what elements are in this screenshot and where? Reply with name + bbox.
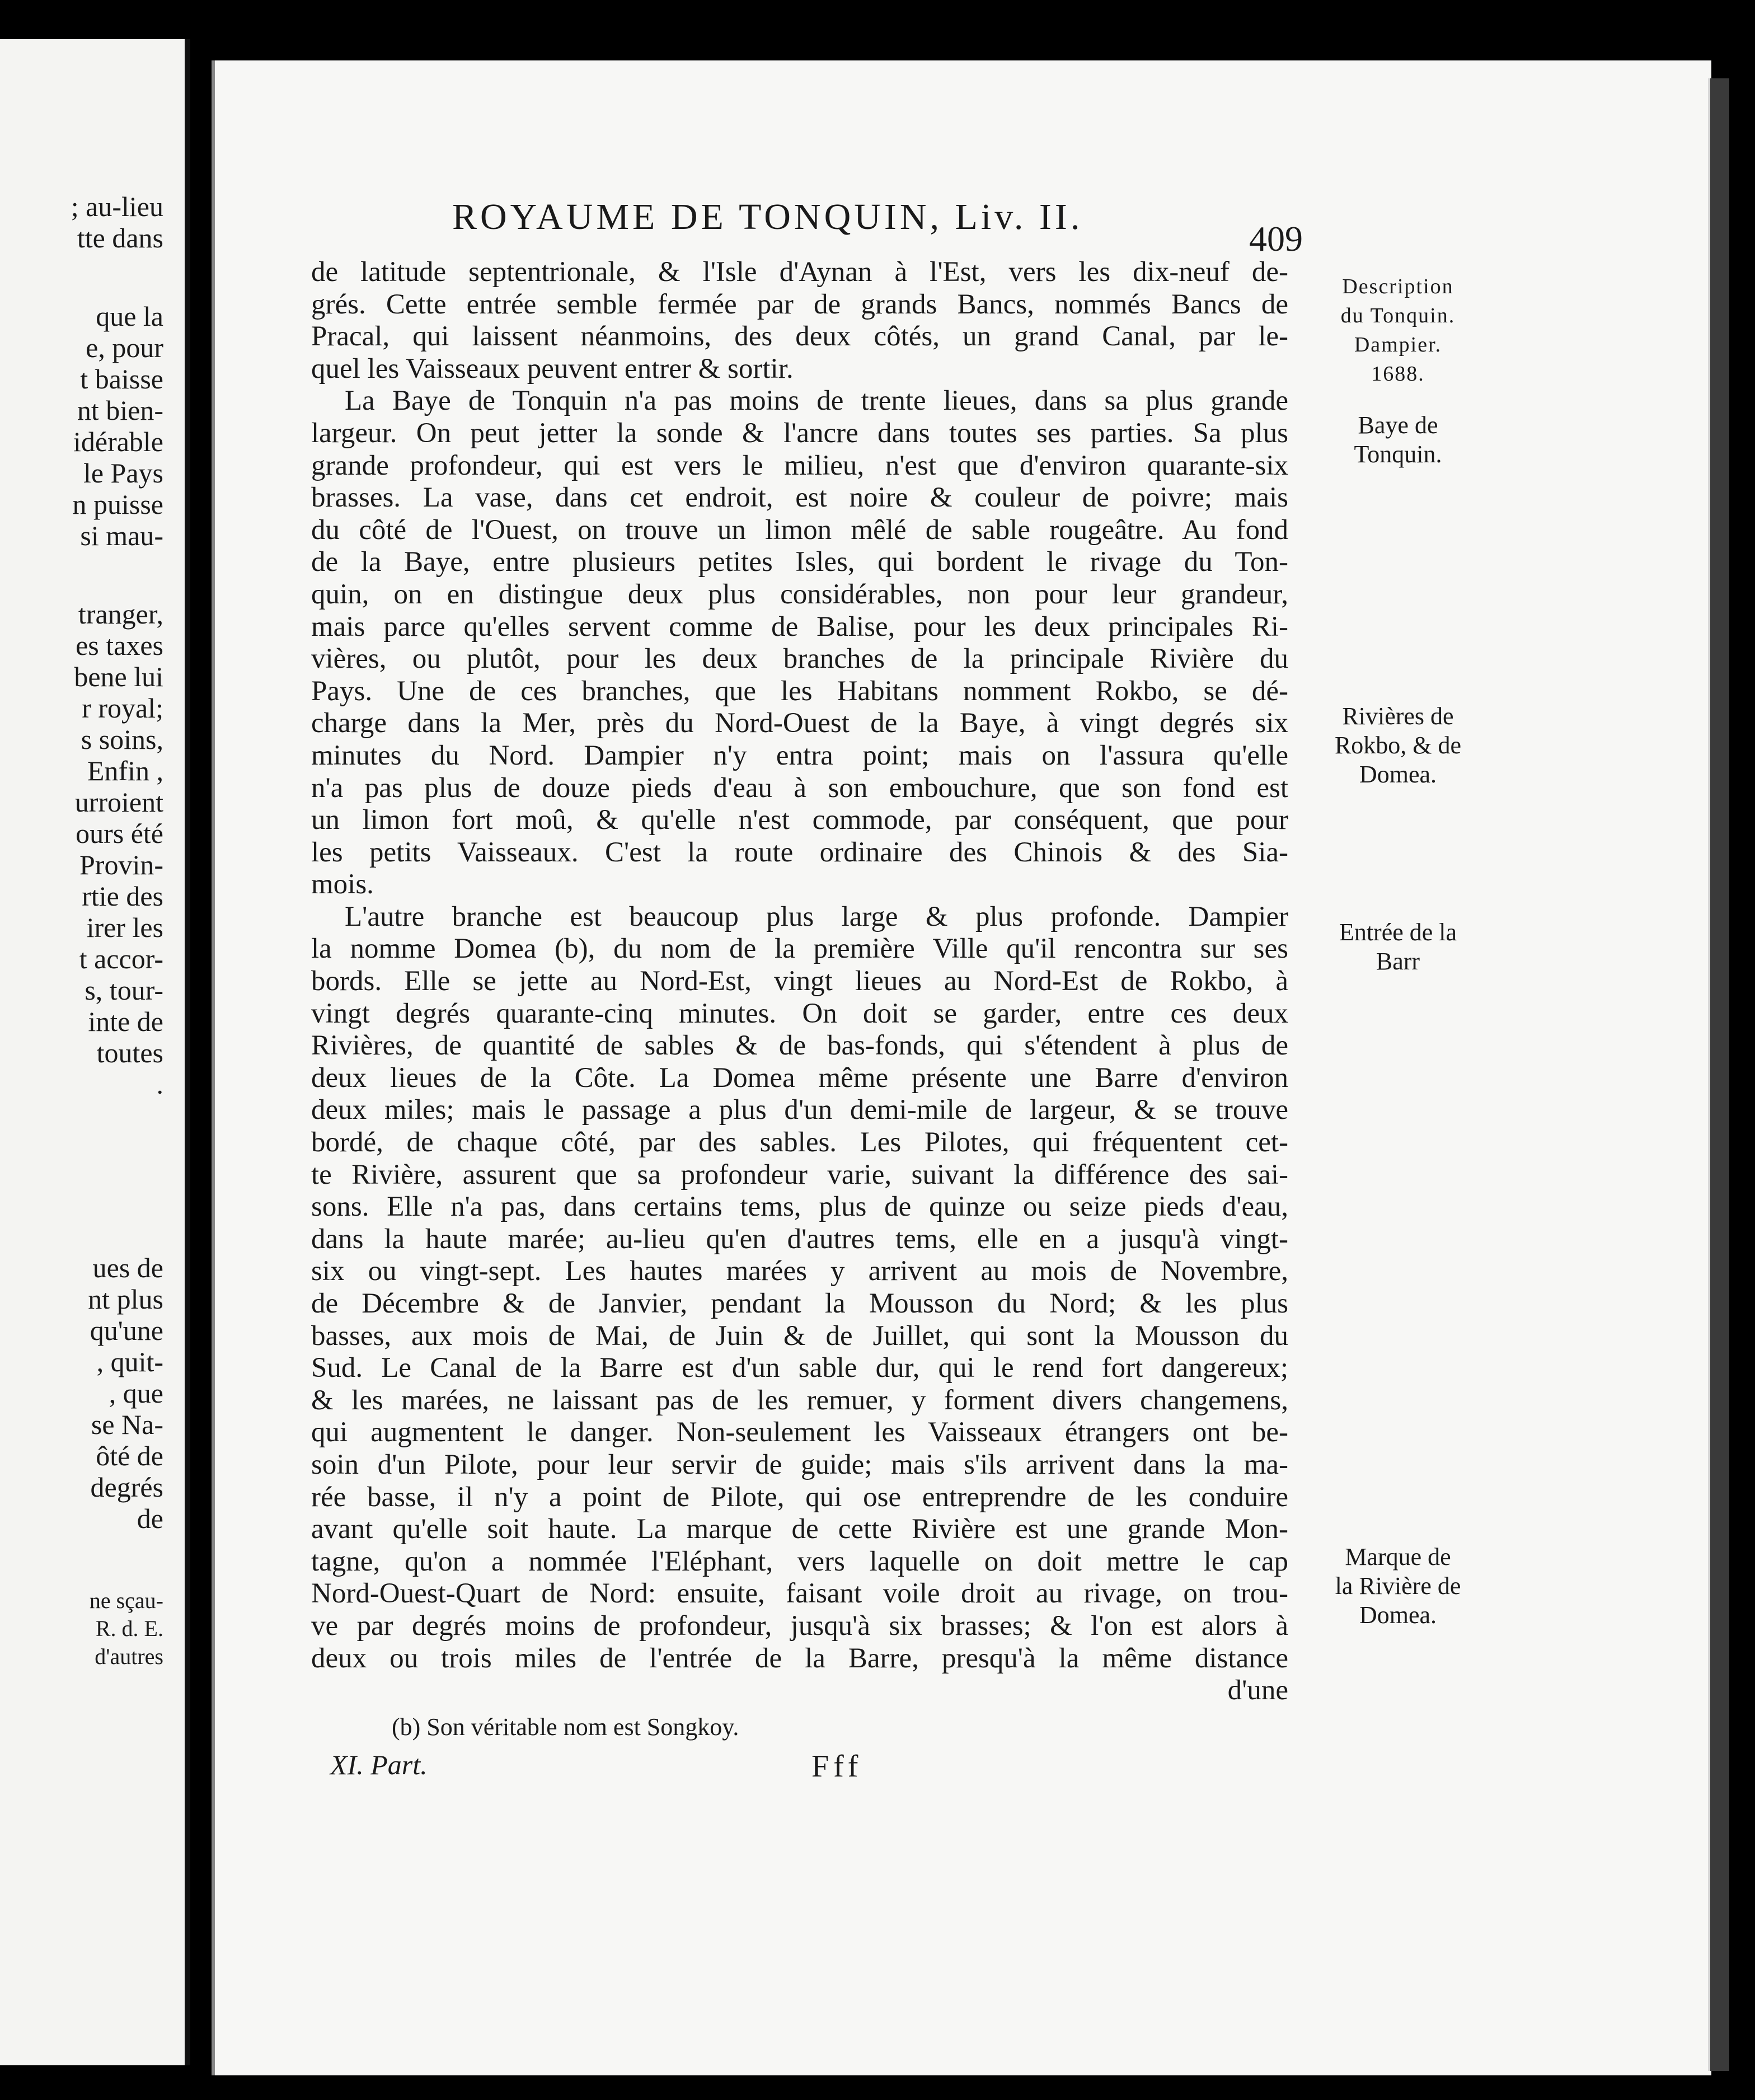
facing-page-fragment <box>0 39 190 2065</box>
text-line: soin d'un Pilote, pour leur servir de guide; mais s'ils arrivent dans la ma- <box>311 1449 1288 1480</box>
text-line: & les marées, ne laissant pas de les remuer, y forment divers changemens, <box>311 1384 1288 1416</box>
facing-page-line: s soins, <box>81 724 163 755</box>
text-line: Pracal, qui laissent néanmoins, des deux côtés, un grand Canal, par le- <box>311 321 1288 353</box>
signature-line: XI. Part. <box>330 1749 428 1780</box>
facing-page-line: R. d. E. <box>95 1616 163 1641</box>
text-line: n'a pas plus de douze pieds d'eau à son embouchure, que son fond est <box>311 772 1288 804</box>
text-line: Pays. Une de ces branches, que les Habitans nomment Rokbo, se dé- <box>311 675 1288 707</box>
margin-note <box>1314 411 1482 469</box>
text-line: brasses. La vase, dans cet endroit, est noire & couleur de poivre; mais <box>311 482 1288 514</box>
facing-page-line: ues de <box>92 1252 163 1283</box>
text-line: mois. <box>311 869 374 901</box>
facing-page-line: , que <box>109 1377 163 1409</box>
facing-page-line: , quit- <box>96 1346 163 1377</box>
text-line: deux lieues de la Côte. La Domea même présente une Barre d'environ <box>311 1062 1288 1094</box>
facing-page-line: idérable <box>73 426 163 457</box>
facing-page-line: d'autres <box>95 1644 163 1669</box>
text-line: grande profondeur, qui est vers le milieu, n'est que d'environ quarante-six <box>311 449 1288 481</box>
margin-note-line: Domea. <box>1359 1601 1437 1629</box>
facing-page-line: degrés <box>90 1471 163 1503</box>
margin-note <box>1314 1543 1482 1630</box>
text-line: du côté de l'Ouest, on trouve un limon mêlé de sable rougeâtre. Au fond <box>311 514 1288 546</box>
text-line: largeur. On peut jetter la sonde & l'ancre dans toutes ses parties. Sa plus <box>311 417 1288 449</box>
gathering-mark: Fff <box>811 1749 863 1784</box>
facing-page-line: ; au-lieu <box>71 191 163 222</box>
facing-page-line: ôté de <box>96 1440 163 1471</box>
margin-note-line: la Rivière de <box>1335 1572 1461 1600</box>
text-line: Rivières, de quantité de sables & de bas-fonds, qui s'étendent à plus de <box>311 1030 1288 1062</box>
facing-page-line: inte de <box>88 1006 163 1037</box>
facing-page-line: de <box>137 1503 163 1534</box>
facing-page-line: qu'une <box>90 1315 163 1346</box>
text-line: deux miles; mais le passage a plus d'un demi-mile de largeur, & se trouve <box>311 1094 1288 1126</box>
text-line: de Décembre & de Janvier, pendant la Mousson du Nord; & les plus <box>311 1288 1288 1319</box>
margin-note <box>1314 918 1482 976</box>
facing-page-line: r royal; <box>82 692 163 724</box>
text-line: charge dans la Mer, près du Nord-Ouest de la Baye, à vingt degrés six <box>311 707 1288 739</box>
text-line: La Baye de Tonquin n'a pas moins de trente lieues, dans sa plus grande <box>345 385 1288 417</box>
text-line: te Rivière, assurent que sa profondeur varie, suivant la différence des sai- <box>311 1159 1288 1190</box>
margin-note <box>1314 272 1482 388</box>
text-line: un limon fort moû, & qu'elle n'est commode, par conséquent, que pour <box>311 804 1288 836</box>
text-line: quin, on en distingue deux plus considérables, non pour leur grandeur, <box>311 578 1288 610</box>
facing-page-line: Enfin , <box>87 755 163 786</box>
facing-page-line: toutes <box>96 1037 163 1068</box>
text-line: mais parce qu'elles servent comme de Balise, pour les deux principales Ri- <box>311 611 1288 643</box>
facing-page-line: s, tour- <box>85 974 163 1006</box>
text-line: ve par degrés moins de profondeur, jusqu'à six brasses; & l'on est alors à <box>311 1610 1288 1642</box>
text-line: quel les Vaisseaux peuvent entrer & sortir. <box>311 353 794 385</box>
facing-page-line: t accor- <box>79 943 163 974</box>
facing-page-line: n puisse <box>72 489 163 520</box>
margin-note-line: Entrée de la <box>1339 918 1457 946</box>
text-line: qui augmentent le danger. Non-seulement les Vaisseaux étrangers ont be- <box>311 1417 1288 1449</box>
page-number: 409 <box>1249 219 1303 259</box>
margin-note <box>1314 702 1482 789</box>
margin-note-line: Dampier. <box>1354 333 1442 357</box>
text-line: bords. Elle se jette au Nord-Est, vingt lieues au Nord-Est de Rokbo, à <box>311 965 1288 997</box>
margin-note-line: Rokbo, & de <box>1334 732 1462 759</box>
facing-page-line: urroient <box>74 786 163 818</box>
facing-page-line: t baisse <box>80 363 163 395</box>
text-line: les petits Vaisseaux. C'est la route ordinaire des Chinois & des Sia- <box>311 836 1288 868</box>
facing-page-line: que la <box>96 301 163 332</box>
text-line: de la Baye, entre plusieurs petites Isles, qui bordent le rivage du Ton- <box>311 546 1288 578</box>
margin-note-line: Baye de <box>1358 411 1438 439</box>
text-line: Sud. Le Canal de la Barre est d'un sable dur, qui le rend fort dangereux; <box>311 1352 1288 1384</box>
text-line: la nomme Domea (b), du nom de la première Ville qu'il rencontra sur ses <box>311 933 1288 965</box>
margin-note-line: du Tonquin. <box>1340 304 1456 327</box>
facing-page-line: nt plus <box>88 1283 163 1315</box>
facing-page-line: Provin- <box>79 849 163 880</box>
page-edge <box>1708 78 1729 2071</box>
facing-page-line: se Na- <box>91 1409 163 1440</box>
text-line: minutes du Nord. Dampier n'y entra point; mais on l'assura qu'elle <box>311 739 1288 771</box>
facing-page-line: le Pays <box>83 457 163 489</box>
facing-page-line: tte dans <box>77 222 163 254</box>
text-line: sons. Elle n'a pas, dans certains tems, plus de quinze ou seize pieds d'eau, <box>311 1191 1288 1223</box>
text-line: vières, ou plutôt, pour les deux branches de la principale Rivière du <box>311 643 1288 675</box>
text-line: vingt degrés quarante-cinq minutes. On doit se garder, entre ces deux <box>311 997 1288 1029</box>
margin-note-line: 1688. <box>1371 362 1425 386</box>
margin-note-line: Tonquin. <box>1354 440 1442 468</box>
text-line: rée basse, il n'y a point de Pilote, qui ose entreprendre de les conduire <box>311 1481 1288 1513</box>
body-text <box>311 256 1288 1707</box>
margin-note-line: Description <box>1342 275 1454 298</box>
text-line: d'une <box>1227 1675 1288 1707</box>
running-head: ROYAUME DE TONQUIN, Liv. II. <box>452 196 1083 237</box>
text-line: L'autre branche est beaucoup plus large & plus profonde. Dampier <box>345 901 1288 932</box>
margin-note-line: Rivières de <box>1342 702 1454 730</box>
text-line: basses, aux mois de Mai, de Juin & de Juillet, qui sont la Mousson du <box>311 1320 1288 1352</box>
margin-note-line: Barr <box>1376 948 1420 975</box>
facing-page-line: ne sçau- <box>89 1588 163 1613</box>
facing-page-line: es taxes <box>76 630 163 661</box>
facing-page-line: tranger, <box>78 598 163 630</box>
facing-page-line: si mau- <box>80 520 163 551</box>
margin-note-line: Marque de <box>1345 1543 1451 1571</box>
text-line: Nord-Ouest-Quart de Nord: ensuite, faisant voile droit au rivage, on trou- <box>311 1578 1288 1610</box>
facing-page-line: e, pour <box>86 332 163 363</box>
footnote: (b) Son véritable nom est Songkoy. <box>392 1713 739 1741</box>
text-line: avant qu'elle soit haute. La marque de cette Rivière est une grande Mon- <box>311 1513 1288 1545</box>
margin-note-line: Domea. <box>1359 761 1437 788</box>
text-line: deux ou trois miles de l'entrée de la Barre, presqu'à la même distance <box>311 1642 1288 1674</box>
text-line: bordé, de chaque côté, par des sables. Les Pilotes, qui fréquentent cet- <box>311 1127 1288 1159</box>
text-line: grés. Cette entrée semble fermée par de grands Bancs, nommés Bancs de <box>311 288 1288 320</box>
facing-page-line: rtie des <box>82 880 163 912</box>
text-line: de latitude septentrionale, & l'Isle d'Aynan à l'Est, vers les dix-neuf de- <box>311 256 1288 288</box>
facing-page-line: . <box>156 1068 163 1100</box>
text-line: dans la haute marée; au-lieu qu'en d'autres tems, elle en a jusqu'à vingt- <box>311 1223 1288 1255</box>
text-line: six ou vingt-sept. Les hautes marées y arrivent au mois de Novembre, <box>311 1255 1288 1287</box>
text-line: tagne, qu'on a nommée l'Eléphant, vers laquelle on doit mettre le cap <box>311 1545 1288 1577</box>
facing-page-line: irer les <box>86 912 163 943</box>
facing-page-line: bene lui <box>74 661 163 692</box>
facing-page-line: ours été <box>76 818 163 849</box>
facing-page-line: nt bien- <box>77 395 163 426</box>
